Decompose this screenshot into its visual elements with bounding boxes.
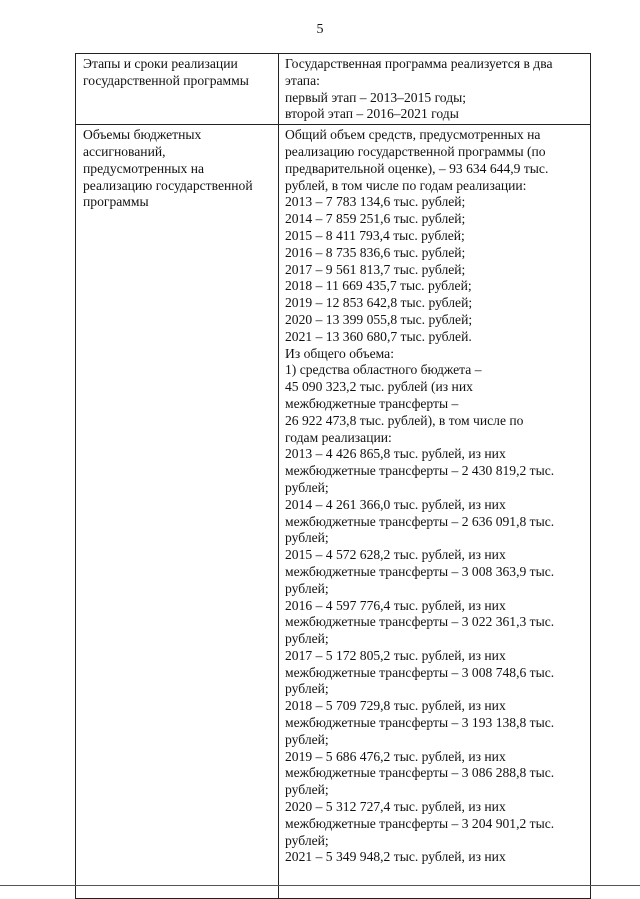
stages-content-cell [279, 54, 591, 125]
budget-content-line: межбюджетные трансферты – 3 008 748,6 тыс. [285, 664, 555, 680]
budget-content-line: рублей, в том числе по годам реализации: [285, 177, 527, 193]
budget-content-line: рублей; [285, 580, 329, 596]
budget-content-line: предварительной оценке), – 93 634 644,9 тыс. [285, 160, 549, 176]
budget-content-line: межбюджетные трансферты – 3 008 363,9 тыс. [285, 563, 555, 579]
budget-content-line: 45 090 323,2 тыс. рублей (из них [285, 379, 473, 395]
budget-content-line: 2015 – 8 411 793,4 тыс. рублей; [285, 227, 465, 243]
budget-content-line: межбюджетные трансферты – 3 086 288,8 тыс. [285, 765, 555, 781]
budget-content-line: 2018 – 5 709 729,8 тыс. рублей, из них [285, 698, 506, 714]
budget-content-line: 2021 – 13 360 680,7 тыс. рублей. [285, 328, 472, 344]
budget-content-line: 2016 – 4 597 776,4 тыс. рублей, из них [285, 597, 506, 613]
budget-content-line: 2021 – 5 349 948,2 тыс. рублей, из них [285, 849, 506, 865]
budget-content-line: 26 922 473,8 тыс. рублей), в том числе по [285, 412, 524, 428]
page-number: 5 [316, 22, 324, 37]
budget-content-line: Общий объем средств, предусмотренных на [285, 127, 541, 143]
budget-content-line: 2019 – 5 686 476,2 тыс. рублей, из них [285, 748, 506, 764]
budget-content-line: межбюджетные трансферты – 3 193 138,8 тыс. [285, 715, 555, 731]
budget-label-line: предусмотренных на [83, 160, 205, 176]
budget-content-line: 2014 – 7 859 251,6 тыс. рублей; [285, 211, 466, 227]
budget-label-line: программы [83, 194, 149, 210]
budget-content-line: Из общего объема: [285, 345, 394, 361]
budget-content-line: рублей; [285, 530, 329, 546]
table-row-stages [76, 54, 591, 125]
budget-content-line: рублей; [285, 631, 329, 647]
stages-content-line: второй этап – 2016–2021 годы [285, 106, 459, 122]
budget-content-line: 1) средства областного бюджета – [285, 362, 482, 378]
stages-content-line: Государственная программа реализуется в два [285, 56, 553, 71]
budget-content-line: 2013 – 7 783 134,6 тыс. рублей; [285, 194, 466, 210]
budget-content-line: межбюджетные трансферты – [285, 395, 459, 411]
budget-label-line: ассигнований, [83, 143, 166, 159]
stages-content-line: первый этап – 2013–2015 годы; [285, 89, 467, 105]
budget-content-line: 2014 – 4 261 366,0 тыс. рублей, из них [285, 496, 506, 512]
budget-content-line: 2016 – 8 735 836,6 тыс. рублей; [285, 244, 466, 260]
stages-label-line: государственной программы [83, 72, 249, 88]
budget-content-line: 2019 – 12 853 642,8 тыс. рублей; [285, 295, 473, 311]
budget-content-line: рублей; [285, 681, 329, 697]
budget-content-line: межбюджетные трансферты – 2 636 091,8 тыс. [285, 513, 555, 529]
budget-content-line: рублей; [285, 832, 329, 848]
budget-content-line: 2013 – 4 426 865,8 тыс. рублей, из них [285, 446, 506, 462]
stages-label-line: Этапы и сроки реализации [83, 56, 238, 71]
budget-content-line: 2020 – 13 399 055,8 тыс. рублей; [285, 311, 473, 327]
table-row-budget [76, 125, 591, 899]
budget-content-cell [279, 125, 591, 899]
budget-content-line: межбюджетные трансферты – 2 430 819,2 тыс. [285, 463, 555, 479]
budget-content-line: годам реализации: [285, 429, 392, 445]
budget-label-line: Объемы бюджетных [83, 127, 202, 143]
stages-content-line: этапа: [285, 72, 320, 88]
budget-label-cell [76, 125, 279, 899]
budget-label-line: реализацию государственной [83, 177, 253, 193]
budget-content-line: 2015 – 4 572 628,2 тыс. рублей, из них [285, 547, 506, 563]
budget-content-line: межбюджетные трансферты – 3 204 901,2 тыс. [285, 815, 555, 831]
budget-content-line: рублей; [285, 731, 329, 747]
budget-content-line: 2020 – 5 312 727,4 тыс. рублей, из них [285, 799, 506, 815]
budget-content-line: реализацию государственной программы (по [285, 143, 546, 159]
budget-content-line: 2018 – 11 669 435,7 тыс. рублей; [285, 278, 472, 294]
budget-content-line: 2017 – 5 172 805,2 тыс. рублей, из них [285, 647, 506, 663]
page-bottom-rule [0, 885, 640, 886]
budget-content-line: рублей; [285, 782, 329, 798]
budget-content-line: рублей; [285, 479, 329, 495]
stages-label-cell [76, 54, 279, 125]
program-passport-table [75, 53, 591, 899]
budget-content-line: межбюджетные трансферты – 3 022 361,3 тыс. [285, 614, 555, 630]
budget-content-line: 2017 – 9 561 813,7 тыс. рублей; [285, 261, 466, 277]
